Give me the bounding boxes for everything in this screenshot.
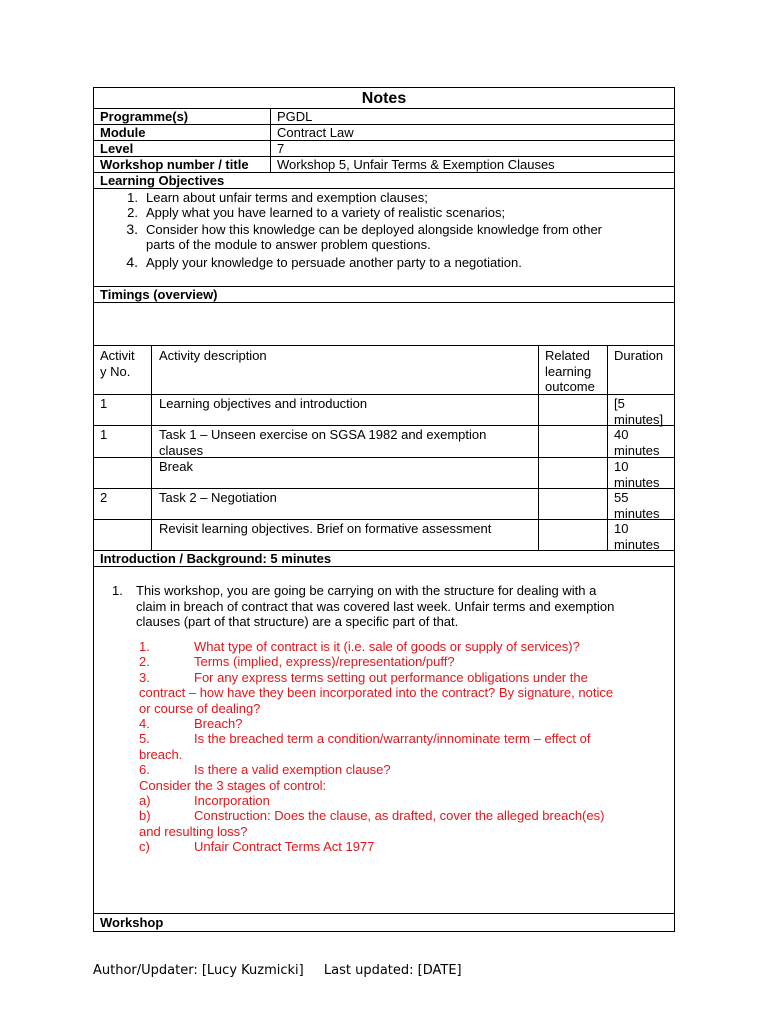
checklist-text: Consider the 3 stages of control: — [139, 777, 327, 793]
checklist-text: Breach? — [194, 716, 243, 731]
checklist-line — [139, 824, 669, 840]
checklist-line — [139, 778, 669, 794]
checklist-line — [139, 839, 669, 855]
notes-document — [93, 87, 675, 932]
checklist-marker: 2. — [139, 654, 150, 670]
author-text: Author/Updater: [Lucy Kuzmicki] — [93, 963, 304, 978]
checklist-line — [139, 639, 669, 655]
learning-objectives-heading: Learning Objectives — [94, 173, 674, 189]
checklist-line — [139, 808, 669, 824]
table-cell-desc: Task 1 – Unseen exercise on SGSA 1982 and exemption clauses — [159, 427, 487, 458]
checklist-line — [139, 654, 669, 670]
table-cell-desc: Task 2 – Negotiation — [159, 490, 277, 505]
checklist-line — [139, 685, 669, 701]
learning-objectives-list: 1. Learn about unfair terms and exemption clauses; 2. Apply what you have learned to a variety of realistic scenarios; 3. Consider how this knowledge can be deployed alongside knowledge from other parts of the module to answer problem questions. 4. Apply your knowledge to persuade another party to a negotiation. — [94, 189, 674, 287]
checklist-line — [139, 716, 669, 732]
workshop-heading: Workshop — [100, 915, 164, 930]
info-value: PGDL — [277, 109, 313, 124]
checklist-text: or course of dealing? — [139, 700, 261, 716]
intro-paragraph: This workshop, you are going be carrying on with the structure for dealing with a claim in breach of contract that was covered last week. Unfair terms and exemption clauses (part of that structure) are a specific part of that. — [136, 583, 615, 629]
table-cell-desc: Break — [159, 459, 193, 474]
info-row-level — [94, 141, 674, 157]
checklist-text: Terms (implied, express)/representation/puff? — [194, 654, 455, 670]
checklist-text: Unfair Contract Terms Act 1977 — [194, 839, 375, 855]
column-header-activity-no: Activit y No. — [100, 348, 135, 379]
table-cell-desc: Learning objectives and introduction — [159, 396, 368, 411]
checklist-marker: 4. — [139, 716, 150, 731]
timings-heading: Timings (overview) — [94, 287, 674, 303]
info-value: Contract Law — [277, 125, 354, 140]
checklist-marker: c) — [139, 839, 150, 855]
checklist-marker: a) — [139, 793, 151, 808]
table-cell-duration: 10 minutes — [614, 459, 660, 490]
document-title: Notes — [94, 88, 674, 109]
checklist-marker: 3. — [139, 669, 150, 685]
checklist-text: Construction: Does the clause, as drafted, cover the alleged breach(es) — [194, 808, 605, 824]
column-header-duration: Duration — [614, 348, 664, 363]
page-footer — [93, 963, 478, 978]
table-cell-duration: 10 minutes — [614, 521, 660, 552]
last-updated-text: Last updated: [DATE] — [323, 963, 462, 978]
table-cell-no: 1 — [100, 427, 108, 442]
checklist-line — [139, 731, 669, 747]
info-value: Workshop 5, Unfair Terms & Exemption Clauses — [277, 157, 555, 172]
checklist-text: Is the breached term a condition/warranty/innominate term – effect of — [194, 731, 591, 747]
info-row-workshop — [94, 157, 674, 173]
checklist-line — [139, 670, 669, 686]
info-row-module — [94, 125, 674, 141]
checklist-text: breach. — [139, 746, 183, 762]
timings-blank-row — [94, 303, 674, 346]
checklist-text: For any express terms setting out performance obligations under the — [194, 669, 588, 685]
table-cell-duration: [5 minutes] — [614, 396, 664, 427]
intro-heading: Introduction / Background: 5 minutes — [94, 551, 674, 567]
table-cell-duration: 55 minutes — [614, 490, 660, 521]
checklist-text: Is there a valid exemption clause? — [194, 762, 391, 778]
checklist-text: Incorporation — [194, 793, 270, 808]
info-row-programme — [94, 109, 674, 125]
table-cell-duration: 40 minutes — [614, 427, 660, 458]
column-header-outcome: Related learning outcome — [545, 348, 595, 394]
info-key: Module — [100, 125, 146, 140]
info-key: Programme(s) — [100, 109, 189, 124]
checklist-marker: 1. — [139, 639, 150, 654]
intro-item-number: 1. — [112, 583, 123, 598]
table-cell-desc: Revisit learning objectives. Brief on formative assessment — [159, 521, 492, 536]
column-header-description: Activity description — [159, 348, 267, 363]
checklist-marker: 5. — [139, 731, 150, 747]
intro-body — [94, 567, 674, 914]
timings-table — [94, 346, 674, 551]
table-cell-no: 2 — [100, 490, 108, 505]
checklist-line — [139, 762, 669, 778]
checklist-text: and resulting loss? — [139, 823, 248, 839]
checklist-text: contract – how have they been incorporated into the contract? By signature, notice — [139, 685, 614, 701]
checklist-marker: 6. — [139, 762, 150, 778]
table-cell-no: 1 — [100, 396, 108, 411]
checklist-text: What type of contract is it (i.e. sale of goods or supply of services)? — [194, 639, 580, 654]
checklist-line — [139, 747, 669, 763]
info-key: Level — [100, 141, 134, 156]
checklist-line — [139, 701, 669, 717]
info-key: Workshop number / title — [100, 157, 249, 172]
checklist-marker: b) — [139, 808, 151, 824]
checklist-line — [139, 793, 669, 809]
info-value: 7 — [277, 141, 285, 156]
